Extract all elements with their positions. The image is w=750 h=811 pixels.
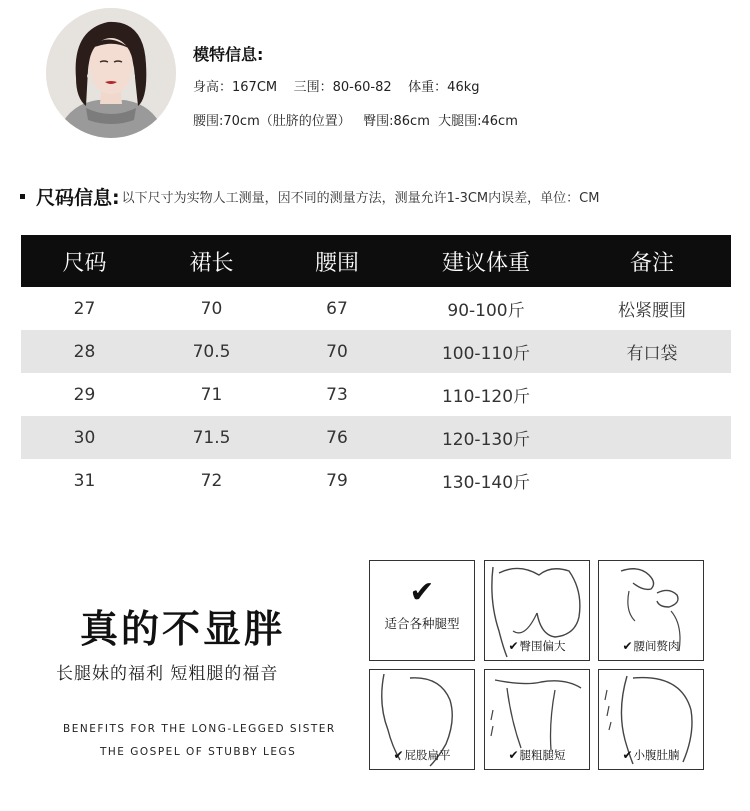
feature-caption [599,747,703,763]
feature-label: 臀围偏大 [519,639,566,653]
banner-title: 真的不显胖 [80,607,286,651]
table-row [21,373,731,416]
header-size: 尺码 [62,250,107,276]
cell-skirt-length: 72 [200,470,223,491]
cell-size: 30 [73,427,96,448]
feature-label: 腿粗腿短 [519,748,566,762]
cell-size: 28 [73,341,96,362]
feature-label: 适合各种腿型 [384,616,460,631]
table-row [21,287,731,330]
check-icon: ✔ [622,748,633,762]
feature-caption [485,747,589,763]
table-header-row [21,235,731,287]
bullet-square-icon [20,194,25,199]
size-info-note: 以下尺寸为实物人工测量，因不同的测量方法，测量允许1-3CM内误差，单位：CM [121,190,600,206]
feature-label: 屁股扁平 [404,748,451,762]
big-check-icon: ✔ [409,575,435,610]
cell-waist: 67 [326,298,348,319]
cell-waist: 79 [326,470,348,491]
cell-size: 29 [73,384,96,405]
banner-subtitle: 长腿妹的福利 短粗腿的福音 [56,664,279,684]
size-info-heading [20,183,599,209]
check-icon: ✔ [508,639,519,653]
size-table [21,235,731,502]
feature-thick-short-legs [484,669,590,770]
header-waist: 腰围 [314,250,359,276]
size-info-title: 尺码信息: [36,186,120,209]
cell-weight: 90-100斤 [447,301,525,321]
feature-waist-fat [598,560,704,661]
header-suggested-weight: 建议体重 [441,250,530,276]
check-icon: ✔ [508,748,519,762]
header-remarks: 备注 [629,250,674,276]
feature-caption [485,638,589,654]
feature-large-hips [484,560,590,661]
header-skirt-length: 裙长 [189,250,234,276]
cell-waist: 76 [326,427,348,448]
cell-remark: 有口袋 [626,344,678,364]
feature-label: 腰间赘肉 [633,639,680,653]
model-measurements: 身高：167CM 三围：80-60-82 体重：46kg [193,80,480,95]
cell-size: 27 [73,298,96,319]
cell-skirt-length: 70.5 [192,341,231,362]
cell-skirt-length: 71.5 [192,427,231,448]
banner-english-line-2: THE GOSPEL OF STUBBY LEGS [100,746,297,758]
model-info-title: 模特信息: [193,45,264,64]
cell-remark: 松紧腰围 [618,301,686,321]
check-icon: ✔ [393,748,404,762]
cell-weight: 120-130斤 [441,430,531,450]
cell-weight: 130-140斤 [441,473,531,493]
table-row [21,459,731,502]
model-avatar [46,8,176,138]
feature-belly-fat [598,669,704,770]
feature-caption [599,638,703,654]
banner-english-line-1: BENEFITS FOR THE LONG-LEGGED SISTER [63,723,336,735]
cell-size: 31 [73,470,96,491]
feature-all-leg-types [369,560,475,661]
cell-waist: 73 [326,384,348,405]
table-row [21,330,731,373]
cell-skirt-length: 71 [200,384,223,405]
feature-caption [370,747,474,763]
feature-flat-hips [369,669,475,770]
cell-waist: 70 [326,341,348,362]
model-measurements-detail: 腰围:70cm（肚脐的位置） 臀围:86cm 大腿围:46cm [193,114,518,129]
feature-label: 小腹肚腩 [633,748,680,762]
cell-skirt-length: 70 [200,298,223,319]
check-icon: ✔ [622,639,633,653]
cell-weight: 100-110斤 [441,344,531,364]
cell-weight: 110-120斤 [441,387,531,407]
table-row [21,416,731,459]
